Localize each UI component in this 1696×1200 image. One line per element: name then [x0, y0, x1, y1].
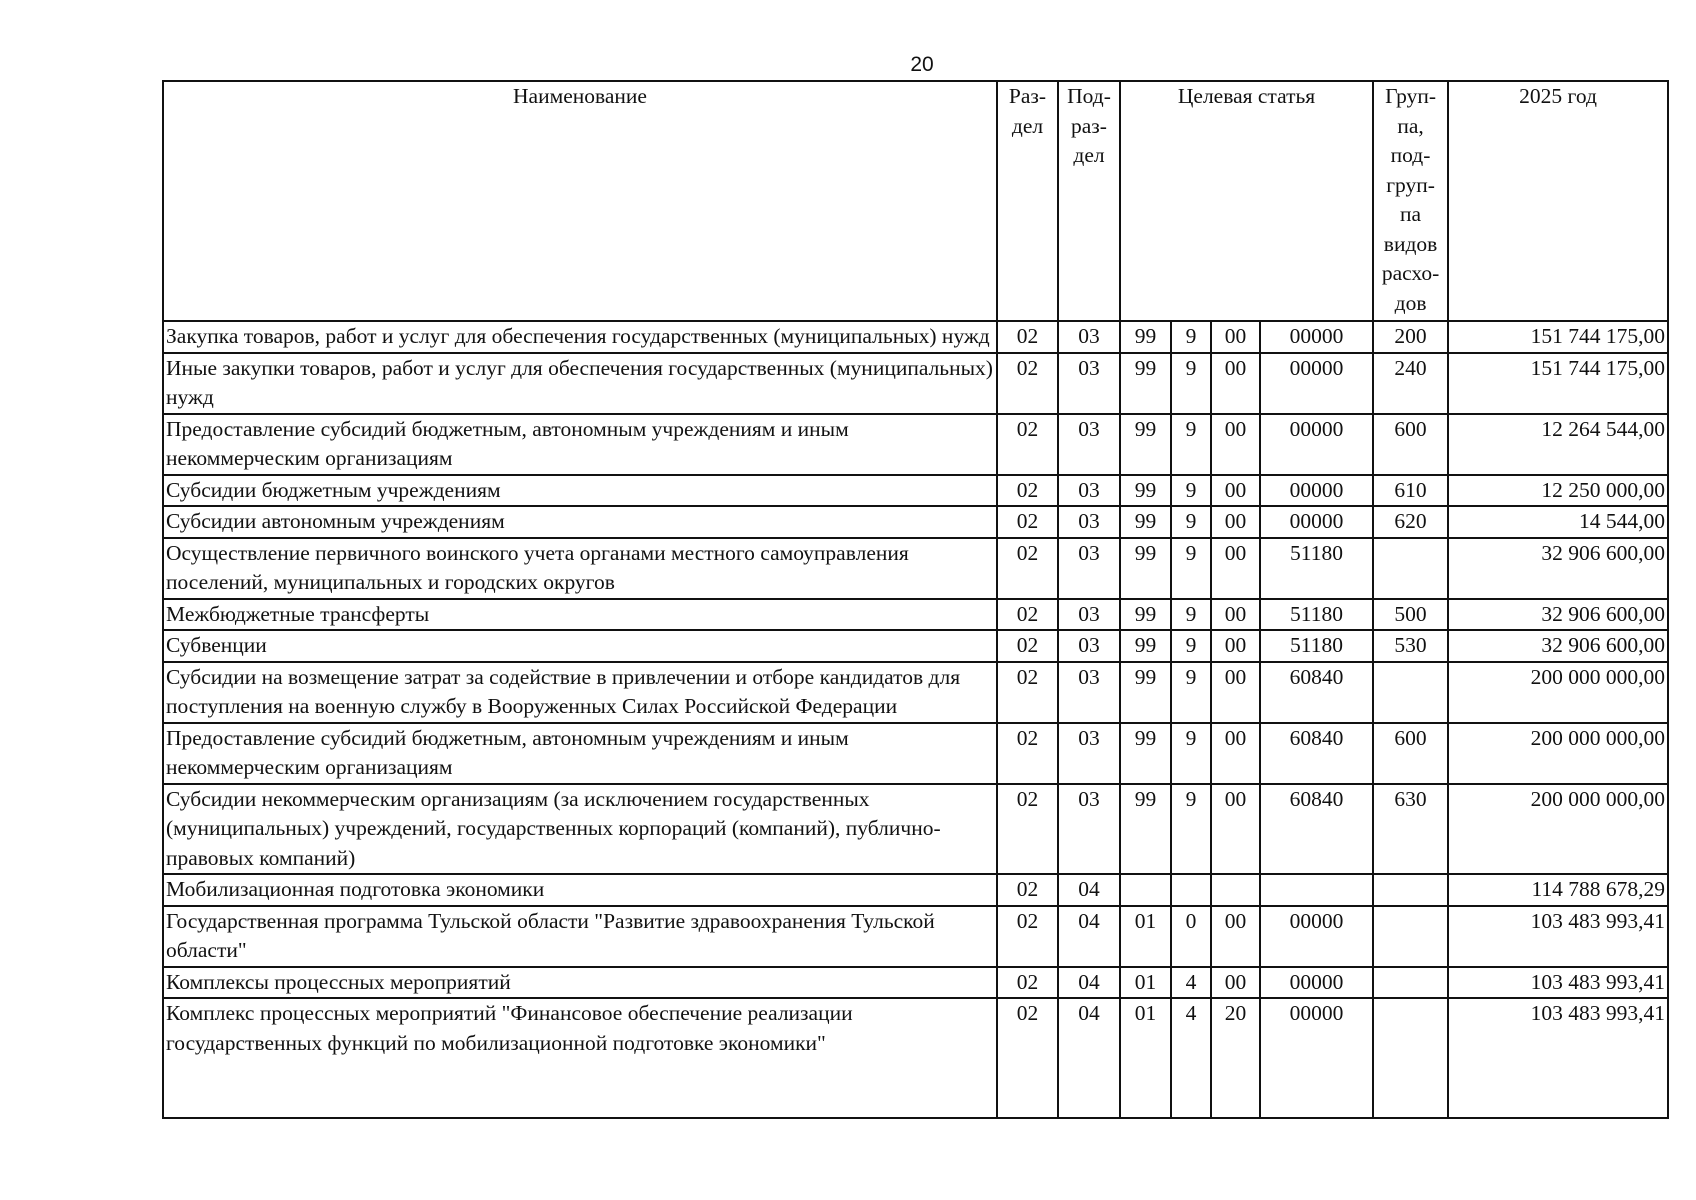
row-target-program: 99 [1120, 723, 1171, 784]
row-name: Осуществление первичного воинского учета органами местного самоуправления поселений, муниципальных и городских округов [163, 538, 997, 599]
row-target-code: 00000 [1260, 353, 1373, 414]
table-row [163, 414, 1668, 475]
row-name: Субсидии на возмещение затрат за содействие в привлечении и отборе кандидатов для поступления на военную службу в Вооруженных Силах Российской Федерации [163, 662, 997, 723]
table-row [163, 967, 1668, 999]
row-target-code: 00000 [1260, 321, 1373, 353]
row-target-direction: 00 [1211, 784, 1260, 875]
row-expense-group: 240 [1373, 353, 1448, 414]
table-row [163, 874, 1668, 906]
row-section: 02 [997, 353, 1058, 414]
row-target-direction: 00 [1211, 414, 1260, 475]
row-name: Иные закупки товаров, работ и услуг для обеспечения государственных (муниципальных) нужд [163, 353, 997, 414]
row-target-type: 9 [1171, 662, 1211, 723]
row-target-type [1171, 874, 1211, 906]
row-amount: 200 000 000,00 [1448, 784, 1668, 875]
row-section: 02 [997, 475, 1058, 507]
table-row [163, 538, 1668, 599]
row-amount: 151 744 175,00 [1448, 321, 1668, 353]
row-target-program: 01 [1120, 906, 1171, 967]
row-target-program: 99 [1120, 506, 1171, 538]
row-amount: 103 483 993,41 [1448, 998, 1668, 1118]
table-row [163, 353, 1668, 414]
row-target-type: 9 [1171, 414, 1211, 475]
row-target-code: 60840 [1260, 662, 1373, 723]
header-year: 2025 год [1448, 81, 1668, 321]
row-target-type: 9 [1171, 353, 1211, 414]
row-section: 02 [997, 506, 1058, 538]
row-target-code [1260, 874, 1373, 906]
row-amount: 103 483 993,41 [1448, 906, 1668, 967]
row-target-program: 01 [1120, 967, 1171, 999]
budget-table [162, 80, 1669, 1119]
row-name: Предоставление субсидий бюджетным, автономным учреждениям и иным некоммерческим организациям [163, 723, 997, 784]
row-target-type: 4 [1171, 967, 1211, 999]
header-name: Наименование [163, 81, 997, 321]
row-name: Мобилизационная подготовка экономики [163, 874, 997, 906]
row-expense-group: 610 [1373, 475, 1448, 507]
row-target-program: 99 [1120, 662, 1171, 723]
row-subsection: 03 [1058, 321, 1120, 353]
row-expense-group [1373, 662, 1448, 723]
row-section: 02 [997, 321, 1058, 353]
row-subsection: 03 [1058, 475, 1120, 507]
row-expense-group: 530 [1373, 630, 1448, 662]
row-target-direction: 20 [1211, 998, 1260, 1118]
row-subsection: 03 [1058, 599, 1120, 631]
row-amount: 151 744 175,00 [1448, 353, 1668, 414]
page-number: 20 [910, 53, 934, 76]
row-expense-group [1373, 906, 1448, 967]
row-amount: 200 000 000,00 [1448, 662, 1668, 723]
table-row [163, 506, 1668, 538]
row-target-code: 00000 [1260, 998, 1373, 1118]
row-expense-group: 200 [1373, 321, 1448, 353]
header-subsection: Под- раз- дел [1058, 81, 1120, 321]
row-subsection: 03 [1058, 538, 1120, 599]
row-target-type: 9 [1171, 630, 1211, 662]
row-section: 02 [997, 998, 1058, 1118]
table-row [163, 998, 1668, 1118]
row-target-program: 99 [1120, 321, 1171, 353]
row-name: Субсидии автономным учреждениям [163, 506, 997, 538]
row-target-code: 60840 [1260, 784, 1373, 875]
row-section: 02 [997, 538, 1058, 599]
row-section: 02 [997, 599, 1058, 631]
row-expense-group: 600 [1373, 723, 1448, 784]
row-target-code: 00000 [1260, 906, 1373, 967]
row-target-direction: 00 [1211, 506, 1260, 538]
row-expense-group: 500 [1373, 599, 1448, 631]
row-target-code: 00000 [1260, 967, 1373, 999]
table-row [163, 630, 1668, 662]
row-target-direction: 00 [1211, 906, 1260, 967]
table-row [163, 599, 1668, 631]
row-subsection: 03 [1058, 353, 1120, 414]
table-row [163, 475, 1668, 507]
table-row [163, 723, 1668, 784]
row-target-direction: 00 [1211, 599, 1260, 631]
row-target-code: 00000 [1260, 475, 1373, 507]
row-subsection: 03 [1058, 414, 1120, 475]
row-target-code: 00000 [1260, 414, 1373, 475]
row-target-direction: 00 [1211, 353, 1260, 414]
row-target-type: 9 [1171, 321, 1211, 353]
row-expense-group [1373, 874, 1448, 906]
row-name: Комплексы процессных мероприятий [163, 967, 997, 999]
row-target-direction [1211, 874, 1260, 906]
row-target-program: 99 [1120, 630, 1171, 662]
row-subsection: 04 [1058, 998, 1120, 1118]
header-row [163, 81, 1668, 321]
row-section: 02 [997, 414, 1058, 475]
row-amount: 32 906 600,00 [1448, 538, 1668, 599]
row-target-program [1120, 874, 1171, 906]
row-expense-group [1373, 998, 1448, 1118]
row-target-direction: 00 [1211, 321, 1260, 353]
row-expense-group: 620 [1373, 506, 1448, 538]
row-name: Государственная программа Тульской области "Развитие здравоохранения Тульской области" [163, 906, 997, 967]
header-target-article: Целевая статья [1120, 81, 1373, 321]
row-target-program: 99 [1120, 599, 1171, 631]
row-amount: 32 906 600,00 [1448, 630, 1668, 662]
row-subsection: 03 [1058, 630, 1120, 662]
row-target-direction: 00 [1211, 967, 1260, 999]
row-target-code: 51180 [1260, 599, 1373, 631]
row-target-program: 99 [1120, 353, 1171, 414]
row-amount: 14 544,00 [1448, 506, 1668, 538]
row-target-type: 9 [1171, 723, 1211, 784]
row-subsection: 03 [1058, 506, 1120, 538]
row-section: 02 [997, 967, 1058, 999]
row-amount: 103 483 993,41 [1448, 967, 1668, 999]
row-expense-group [1373, 967, 1448, 999]
row-amount: 32 906 600,00 [1448, 599, 1668, 631]
row-target-code: 00000 [1260, 506, 1373, 538]
table-row [163, 662, 1668, 723]
row-target-direction: 00 [1211, 723, 1260, 784]
row-target-program: 01 [1120, 998, 1171, 1118]
row-target-type: 9 [1171, 599, 1211, 631]
row-expense-group: 630 [1373, 784, 1448, 875]
row-section: 02 [997, 874, 1058, 906]
row-target-type: 9 [1171, 784, 1211, 875]
row-target-code: 51180 [1260, 538, 1373, 599]
row-target-program: 99 [1120, 475, 1171, 507]
row-subsection: 03 [1058, 662, 1120, 723]
row-target-direction: 00 [1211, 538, 1260, 599]
row-amount: 12 264 544,00 [1448, 414, 1668, 475]
row-expense-group [1373, 538, 1448, 599]
row-subsection: 03 [1058, 723, 1120, 784]
row-name: Субсидии некоммерческим организациям (за исключением государственных (муниципальных) учреждений, государственных корпораций (компаний), публично-правовых компаний) [163, 784, 997, 875]
row-target-direction: 00 [1211, 475, 1260, 507]
row-subsection: 04 [1058, 874, 1120, 906]
header-section: Раз- дел [997, 81, 1058, 321]
row-name: Межбюджетные трансферты [163, 599, 997, 631]
row-target-direction: 00 [1211, 630, 1260, 662]
row-target-program: 99 [1120, 538, 1171, 599]
row-section: 02 [997, 723, 1058, 784]
row-target-type: 4 [1171, 998, 1211, 1118]
table-row [163, 906, 1668, 967]
row-target-type: 9 [1171, 538, 1211, 599]
row-section: 02 [997, 630, 1058, 662]
row-name: Комплекс процессных мероприятий "Финансовое обеспечение реализации государственных функций по мобилизационной подготовке экономики" [163, 998, 997, 1118]
row-expense-group: 600 [1373, 414, 1448, 475]
row-section: 02 [997, 784, 1058, 875]
row-target-code: 51180 [1260, 630, 1373, 662]
table-row [163, 784, 1668, 875]
row-amount: 12 250 000,00 [1448, 475, 1668, 507]
row-target-type: 9 [1171, 475, 1211, 507]
row-subsection: 04 [1058, 906, 1120, 967]
header-expense-group: Груп- па, под- груп- па видов расхо- дов [1373, 81, 1448, 321]
row-subsection: 03 [1058, 784, 1120, 875]
row-section: 02 [997, 662, 1058, 723]
row-amount: 200 000 000,00 [1448, 723, 1668, 784]
row-amount: 114 788 678,29 [1448, 874, 1668, 906]
row-target-program: 99 [1120, 784, 1171, 875]
row-subsection: 04 [1058, 967, 1120, 999]
row-target-type: 9 [1171, 506, 1211, 538]
row-name: Субвенции [163, 630, 997, 662]
row-section: 02 [997, 906, 1058, 967]
table-row [163, 321, 1668, 353]
row-target-direction: 00 [1211, 662, 1260, 723]
row-name: Субсидии бюджетным учреждениям [163, 475, 997, 507]
row-name: Закупка товаров, работ и услуг для обеспечения государственных (муниципальных) нужд [163, 321, 997, 353]
row-target-program: 99 [1120, 414, 1171, 475]
row-target-code: 60840 [1260, 723, 1373, 784]
row-name: Предоставление субсидий бюджетным, автономным учреждениям и иным некоммерческим организациям [163, 414, 997, 475]
row-target-type: 0 [1171, 906, 1211, 967]
